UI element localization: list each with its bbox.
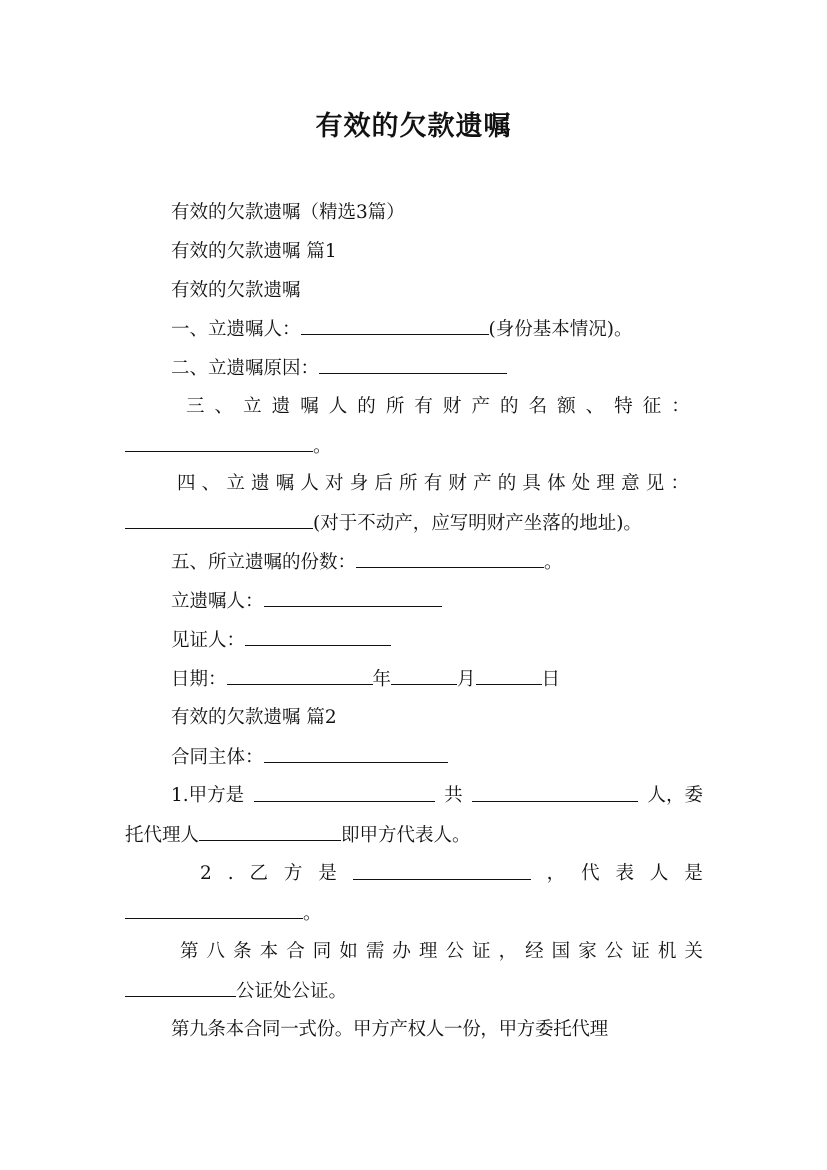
fill-blank xyxy=(245,628,391,646)
item3-char: 立 xyxy=(243,396,262,417)
article8-char: 关 xyxy=(684,941,703,962)
party-b-char: 方 xyxy=(283,863,303,884)
article8-char: 理 xyxy=(418,941,438,962)
fill-blank xyxy=(301,317,489,335)
party-b-char: . xyxy=(227,863,234,884)
item2-label: 二、立遗嘱原因： xyxy=(171,358,320,379)
item2-line xyxy=(171,356,703,381)
party-b-char: 表 xyxy=(615,863,635,884)
fill-blank xyxy=(353,862,531,880)
item3-char: 有 xyxy=(414,396,433,417)
fill-blank xyxy=(125,434,313,452)
item3-char: 、 xyxy=(214,396,234,417)
fill-blank xyxy=(264,745,448,763)
date-label: 日期： xyxy=(171,669,227,690)
article8-char: 同 xyxy=(312,941,332,962)
item3-char: 特 xyxy=(614,396,633,417)
party-a-text: 人，委 xyxy=(647,785,703,806)
article8-char: 经 xyxy=(525,941,544,962)
fill-blank xyxy=(125,901,303,919)
item3-char: 名 xyxy=(528,396,548,417)
fill-blank xyxy=(391,667,457,685)
fill-blank xyxy=(472,784,638,802)
article8-line xyxy=(180,940,703,964)
item5-end: 。 xyxy=(544,552,563,573)
intro-line: 有效的欠款遗嘱（精选3篇） xyxy=(171,202,405,223)
party-b-char: 是 xyxy=(684,863,703,884)
party-b-char: 乙 xyxy=(249,863,268,884)
fill-blank xyxy=(319,356,507,374)
item4-char: 理 xyxy=(596,473,615,494)
party-b-char: 人 xyxy=(649,863,669,884)
item4-char: 四 xyxy=(177,473,196,494)
item4-char: ： xyxy=(670,473,689,494)
item3-char: 所 xyxy=(385,396,405,417)
item3-char: 遗 xyxy=(271,396,291,417)
item3-char: ： xyxy=(671,396,690,417)
item3-char: 财 xyxy=(442,396,462,417)
article9-line: 第九条本合同一式份。甲方产权人一份，甲方委托代理 xyxy=(171,1019,608,1040)
fill-blank xyxy=(125,979,236,997)
item4-char: 财 xyxy=(448,473,467,494)
article8-char: 条 xyxy=(233,941,252,962)
witness-label: 见证人： xyxy=(171,630,246,651)
item4-char: 遗 xyxy=(251,473,270,494)
item5-line xyxy=(171,550,703,575)
item4-line xyxy=(177,472,689,496)
item4-char: 后 xyxy=(374,473,393,494)
party-a-continuation xyxy=(125,823,703,848)
party-b-continuation xyxy=(125,901,703,926)
item4-char: 对 xyxy=(325,473,344,494)
item4-char: 有 xyxy=(423,473,443,494)
document-title: 有效的欠款遗嘱 xyxy=(315,111,512,142)
testator-line xyxy=(171,589,703,614)
item4-continuation xyxy=(125,511,725,536)
article8-char: 公 xyxy=(604,941,624,962)
subtitle-line: 有效的欠款遗嘱 xyxy=(171,280,301,301)
article8-char: 需 xyxy=(365,941,385,962)
party-b-char: 2 xyxy=(200,863,212,884)
item3-char: 、 xyxy=(585,396,605,417)
fill-blank xyxy=(227,667,373,685)
date-line xyxy=(171,667,703,692)
article8-char: ， xyxy=(498,941,518,962)
witness-line xyxy=(171,628,703,653)
party-b-char: 代 xyxy=(581,863,600,884)
item3-end: 。 xyxy=(313,436,332,457)
party-a-line xyxy=(171,784,703,808)
item3-char: 征 xyxy=(642,396,662,417)
item4-char: 立 xyxy=(226,473,245,494)
article8-cont: 公证处公证。 xyxy=(236,981,348,1002)
article8-char: 八 xyxy=(206,941,226,962)
article8-char: 国 xyxy=(551,941,571,962)
section2-heading: 有效的欠款遗嘱 篇2 xyxy=(171,707,337,728)
date-year: 年 xyxy=(372,669,392,690)
fill-blank xyxy=(254,784,435,802)
article8-char: 办 xyxy=(392,941,411,962)
item3-line xyxy=(186,395,690,419)
party-a-text: 共 xyxy=(444,785,463,806)
fill-blank xyxy=(264,589,442,607)
party-b-line xyxy=(200,862,703,886)
testator-label: 立遗嘱人： xyxy=(171,591,264,612)
party-b-char: ， xyxy=(546,863,566,884)
item4-note: (对于不动产，应写明财产坐落的地址)。 xyxy=(313,513,642,534)
article8-char: 证 xyxy=(472,941,491,962)
item4-char: 的 xyxy=(497,473,517,494)
party-a-text: 1.甲方是 xyxy=(171,785,245,806)
item4-char: 所 xyxy=(399,473,418,494)
item3-char: 人 xyxy=(328,396,348,417)
item4-char: 产 xyxy=(473,473,492,494)
item3-char: 三 xyxy=(186,396,205,417)
item4-char: 嘱 xyxy=(275,473,295,494)
contract-subject-line xyxy=(171,745,703,770)
fill-blank xyxy=(356,550,544,568)
date-day: 日 xyxy=(541,669,561,690)
item1-label: 一、立遗嘱人： xyxy=(171,319,301,340)
section1-heading: 有效的欠款遗嘱 篇1 xyxy=(171,241,337,262)
article8-char: 如 xyxy=(339,941,358,962)
party-b-char: 是 xyxy=(318,863,337,884)
item4-char: 体 xyxy=(547,473,566,494)
item3-char: 的 xyxy=(357,396,376,417)
contract-subject-label: 合同主体： xyxy=(171,747,264,768)
party-a-cont-label: 托代理人 xyxy=(125,825,200,846)
article8-char: 家 xyxy=(578,941,597,962)
item1-note: (身份基本情况)。 xyxy=(488,319,633,340)
item3-char: 产 xyxy=(471,396,490,417)
article8-continuation xyxy=(125,979,703,1004)
item4-char: 见 xyxy=(645,473,665,494)
fill-blank xyxy=(476,667,542,685)
date-month: 月 xyxy=(457,669,476,690)
item3-char: 额 xyxy=(557,396,576,417)
article8-char: 机 xyxy=(657,941,677,962)
item3-char: 嘱 xyxy=(300,396,319,417)
article8-char: 第 xyxy=(180,941,199,962)
item1-line xyxy=(171,317,703,342)
item4-char: 身 xyxy=(349,473,369,494)
article8-char: 合 xyxy=(286,941,305,962)
article8-char: 证 xyxy=(631,941,650,962)
item3-continuation xyxy=(125,434,703,459)
item4-char: 、 xyxy=(201,473,221,494)
party-a-cont-end: 即甲方代表人。 xyxy=(341,825,471,846)
item4-char: 意 xyxy=(621,473,640,494)
item4-char: 处 xyxy=(571,473,591,494)
item5-label: 五、所立遗嘱的份数： xyxy=(171,552,357,573)
item4-char: 具 xyxy=(522,473,541,494)
fill-blank xyxy=(125,511,313,529)
article8-char: 公 xyxy=(445,941,464,962)
item4-char: 人 xyxy=(300,473,319,494)
party-b-end: 。 xyxy=(303,903,322,924)
fill-blank xyxy=(199,823,341,841)
item3-char: 的 xyxy=(500,396,519,417)
article8-char: 本 xyxy=(259,941,279,962)
